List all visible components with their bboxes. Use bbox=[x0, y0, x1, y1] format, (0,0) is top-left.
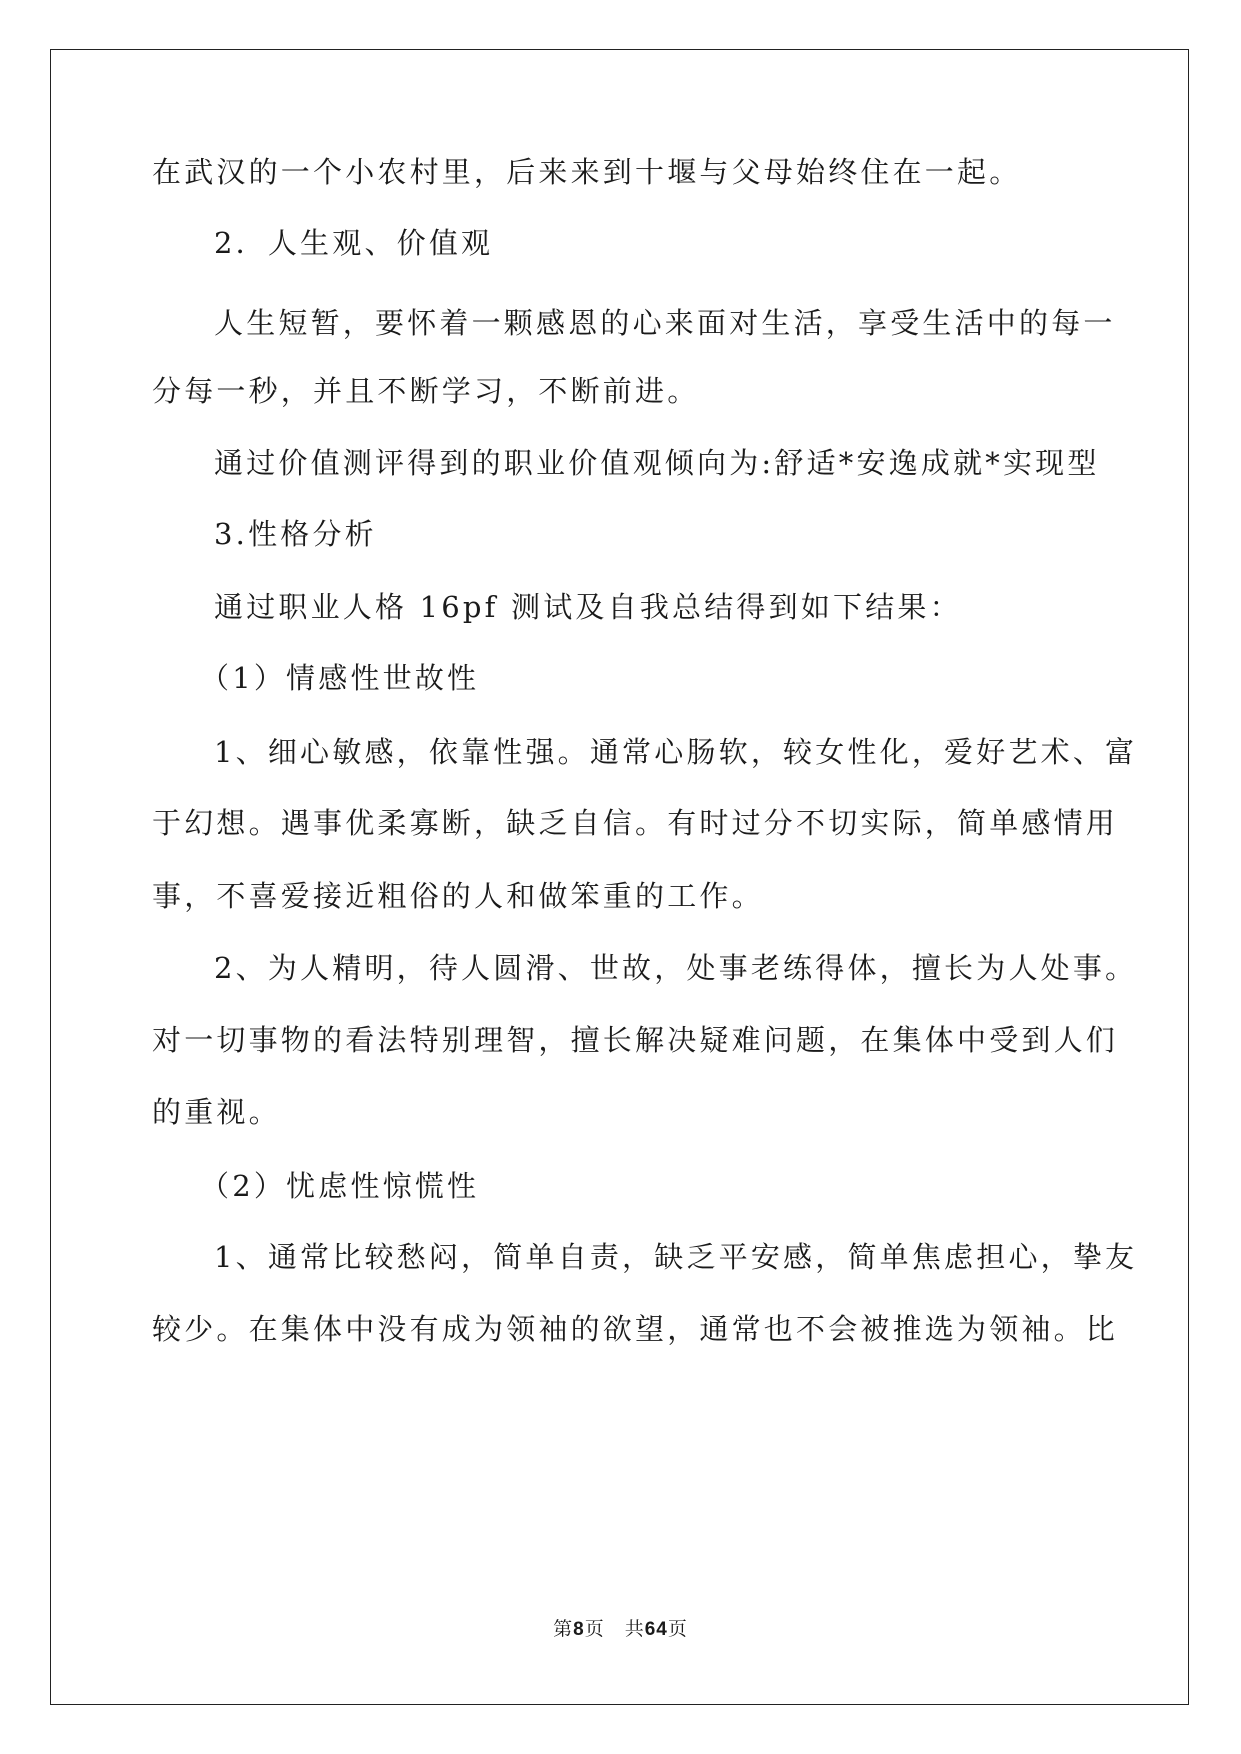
text-line: 事，不喜爱接近粗俗的人和做笨重的工作。 bbox=[152, 879, 764, 913]
page-footer bbox=[0, 1617, 1241, 1642]
subsection-heading: （1）情感性世故性 bbox=[200, 661, 480, 695]
footer-mid: 页 共 bbox=[584, 1618, 645, 1640]
subsection-heading: （2）忧虑性惊慌性 bbox=[200, 1169, 480, 1203]
text-line: 1、细心敏感，依靠性强。通常心肠软，较女性化，爱好艺术、富 bbox=[214, 735, 1138, 769]
text-line: 通过职业人格 16pf 测试及自我总结得到如下结果： bbox=[214, 590, 962, 624]
footer-suffix: 页 bbox=[667, 1618, 688, 1640]
text-line: 1、通常比较愁闷，简单自责，缺乏平安感，简单焦虑担心，挚友 bbox=[214, 1240, 1138, 1274]
section-heading: 2．人生观、价值观 bbox=[214, 226, 494, 260]
text-line: 在武汉的一个小农村里，后来来到十堰与父母始终住在一起。 bbox=[152, 155, 1022, 189]
text-line: 对一切事物的看法特别理智，擅长解决疑难问题，在集体中受到人们 bbox=[152, 1023, 1119, 1057]
text-line: 2、为人精明，待人圆滑、世故，处事老练得体，擅长为人处事。 bbox=[214, 951, 1138, 985]
text-line: 的重视。 bbox=[152, 1095, 281, 1129]
page-total: 64 bbox=[644, 1619, 668, 1640]
text-line: 较少。在集体中没有成为领袖的欲望，通常也不会被推选为领袖。比 bbox=[152, 1312, 1119, 1346]
text-line: 通过价值测评得到的职业价值观倾向为:舒适*安逸成就*实现型 bbox=[214, 446, 1100, 480]
text-line: 分每一秒，并且不断学习，不断前进。 bbox=[152, 374, 700, 408]
page-number: 8 bbox=[573, 1619, 585, 1640]
footer-prefix: 第 bbox=[553, 1618, 574, 1640]
text-line: 人生短暂，要怀着一颗感恩的心来面对生活，享受生活中的每一 bbox=[214, 306, 1116, 340]
section-heading: 3.性格分析 bbox=[214, 517, 377, 551]
text-line: 于幻想。遇事优柔寡断，缺乏自信。有时过分不切实际，简单感情用 bbox=[152, 806, 1119, 840]
